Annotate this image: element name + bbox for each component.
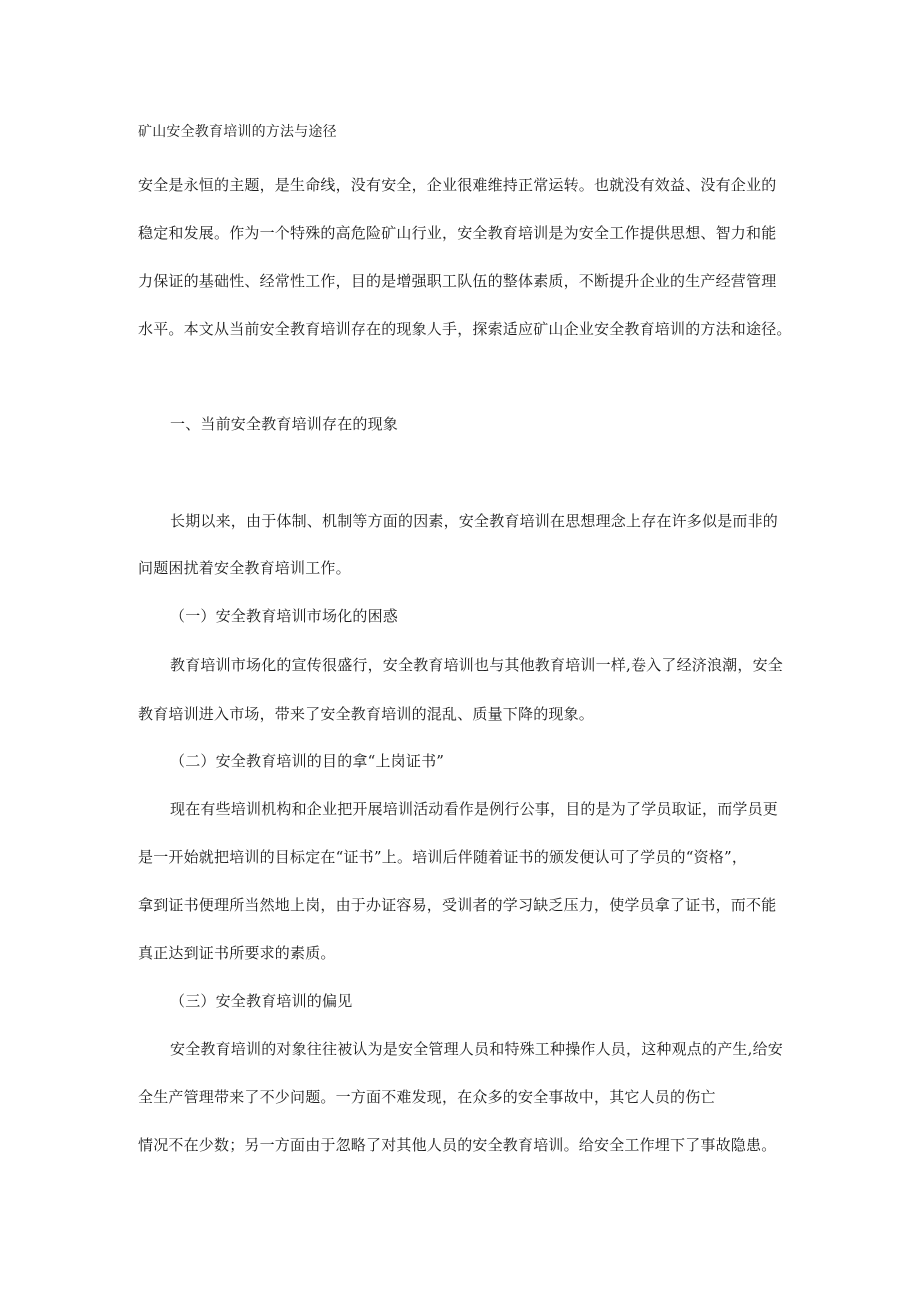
intro-line-2: 稳定和发展。作为一个特殊的高危险矿山行业，安全教育培训是为安全工作提供思想、智力和能 (138, 224, 777, 242)
subsection-3-para-line-1: 安全教育培训的对象往往被认为是安全管理人员和特殊工种操作人员，这种观点的产生,给安 (170, 1040, 783, 1058)
intro-line-3: 力保证的基础性、经常性工作，目的是增强职工队伍的整体素质，不断提升企业的生产经营管理 (138, 272, 777, 290)
subsection-3-para-line-3: 情况不在少数；另一方面由于忽略了对其他人员的安全教育培训。给安全工作埋下了事故隐患。 (138, 1136, 777, 1154)
subsection-3-para-line-2: 全生产管理带来了不少问题。一方面不难发现，在众多的安全事故中，其它人员的伤亡 (138, 1088, 716, 1106)
subsection-1-para-line-2: 教育培训进入市场，带来了安全教育培训的混乱、质量下降的现象。 (138, 705, 595, 723)
section-1-heading: 一、当前安全教育培训存在的现象 (170, 415, 399, 433)
section-1-para-line-2: 问题困扰着安全教育培训工作。 (138, 559, 351, 577)
intro-line-4: 水平。本文从当前安全教育培训存在的现象人手，探索适应矿山企业安全教育培训的方法和途径。 (138, 320, 792, 338)
subsection-2-heading: （二）安全教育培训的目的拿“上岗证书” (170, 752, 445, 770)
subsection-3-heading: （三）安全教育培训的偏见 (170, 992, 353, 1010)
subsection-2-para-line-1: 现在有些培训机构和企业把开展培训活动看作是例行公事，目的是为了学员取证，而学员更 (170, 800, 779, 818)
section-1-para-line-1: 长期以来，由于体制、机制等方面的因素，安全教育培训在思想理念上存在许多似是而非的 (170, 512, 779, 530)
subsection-2-para-line-3: 拿到证书便理所当然地上岗，由于办证容易，受训者的学习缺乏压力，使学员拿了证书，而不能 (138, 896, 777, 914)
subsection-2-para-line-4: 真正达到证书所要求的素质。 (138, 944, 336, 962)
subsection-2-para-line-2: 是一开始就把培训的目标定在“证书”上。培训后伴随着证书的颁发便认可了学员的“资格”， (138, 848, 748, 866)
intro-line-1: 安全是永恒的主题，是生命线，没有安全，企业很难维持正常运转。也就没有效益、没有企业的 (138, 176, 777, 194)
subsection-1-para-line-1: 教育培训市场化的宣传很盛行，安全教育培训也与其他教育培训一样,卷入了经济浪潮，安全 (170, 656, 783, 674)
document-title: 矿山安全教育培训的方法与途径 (138, 124, 337, 140)
subsection-1-heading: （一）安全教育培训市场化的困惑 (170, 607, 399, 625)
